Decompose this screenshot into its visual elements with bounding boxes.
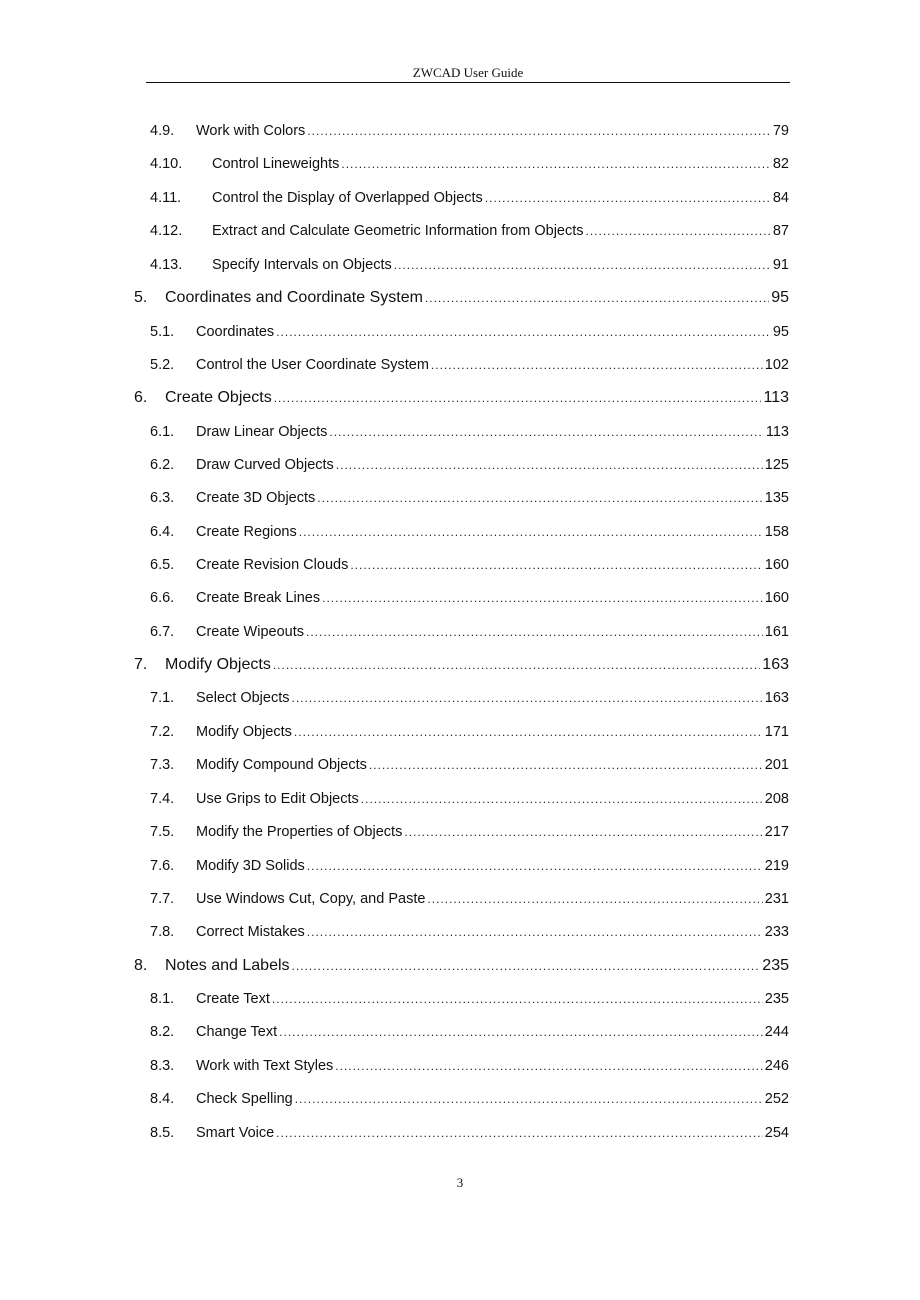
dot-leader	[336, 458, 763, 472]
toc-chapter-number: 5.	[134, 289, 148, 306]
toc-entry-title: Modify Objects	[196, 724, 292, 740]
toc-entry[interactable]	[150, 624, 789, 640]
dot-leader	[394, 258, 771, 272]
toc-entry-title: Create Revision Clouds	[196, 557, 349, 573]
toc-entry-number: 6.1.	[150, 424, 175, 440]
toc-entry-number: 4.13.	[150, 257, 183, 273]
toc-entry-page: 160	[764, 557, 789, 573]
dot-leader	[276, 1126, 763, 1140]
dot-leader	[431, 358, 763, 372]
dot-leader	[307, 859, 763, 873]
dot-leader	[586, 224, 771, 238]
toc-entry-number: 4.11.	[150, 190, 182, 206]
toc-entry-page: 84	[772, 190, 789, 206]
toc-entry-title: Create Break Lines	[196, 590, 321, 606]
dot-leader	[341, 157, 771, 171]
toc-entry-number: 5.1.	[150, 324, 175, 340]
toc-entry-page: 160	[764, 590, 789, 606]
toc-chapter-page: 235	[762, 957, 789, 974]
toc-entry-title: Control the Display of Overlapped Objects	[212, 190, 483, 206]
toc-entry-title: Correct Mistakes	[196, 924, 305, 940]
toc-entry-number: 8.3.	[150, 1058, 175, 1074]
toc-entry-title: Work with Colors	[196, 123, 306, 139]
dot-leader	[299, 525, 763, 539]
toc-entry-title: Select Objects	[196, 690, 290, 706]
toc-entry-title: Smart Voice	[196, 1125, 275, 1141]
dot-leader	[306, 625, 763, 639]
toc-entry-number: 6.7.	[150, 624, 175, 640]
toc-entry-page: 246	[764, 1058, 789, 1074]
toc-entry-title: Use Windows Cut, Copy, and Paste	[196, 891, 426, 907]
toc-entry-page: 113	[765, 424, 789, 440]
toc-entry[interactable]	[150, 1024, 789, 1040]
toc-entry-page: 233	[764, 924, 789, 940]
toc-entry-number: 8.5.	[150, 1125, 175, 1141]
toc-entry-number: 7.3.	[150, 757, 175, 773]
toc-entry[interactable]	[150, 257, 789, 273]
running-header: ZWCAD User Guide	[412, 65, 524, 80]
dot-leader	[369, 758, 763, 772]
toc-chapter[interactable]	[134, 656, 789, 674]
toc-entry-number: 8.2.	[150, 1024, 175, 1040]
toc-entry-title: Use Grips to Edit Objects	[196, 791, 359, 807]
toc-entry[interactable]	[150, 891, 789, 907]
toc-entry-title: Specify Intervals on Objects	[212, 257, 392, 273]
toc-entry-number: 7.5.	[150, 824, 175, 840]
toc-entry-page: 235	[764, 991, 789, 1007]
toc-entry[interactable]	[150, 457, 789, 473]
toc-entry[interactable]	[150, 991, 789, 1007]
toc-entry-page: 201	[764, 757, 789, 773]
toc-entry-number: 7.8.	[150, 924, 175, 940]
dot-leader	[292, 959, 761, 973]
dot-leader	[404, 825, 762, 839]
toc-chapter-title: Modify Objects	[165, 656, 271, 673]
toc-entry-title: Draw Linear Objects	[196, 424, 328, 440]
toc-entry[interactable]	[150, 791, 789, 807]
toc-entry-page: 87	[772, 223, 789, 239]
toc-entry[interactable]	[150, 590, 789, 606]
toc-entry-title: Create 3D Objects	[196, 490, 316, 506]
dot-leader	[329, 425, 764, 439]
dot-leader	[292, 691, 763, 705]
toc-entry-title: Extract and Calculate Geometric Information from Objects	[212, 223, 584, 239]
toc-entry-page: 102	[764, 357, 789, 373]
toc-entry-page: 217	[764, 824, 789, 840]
toc-entry[interactable]	[150, 858, 789, 874]
toc-entry-title: Coordinates	[196, 324, 275, 340]
toc-entry-number: 6.6.	[150, 590, 175, 606]
toc-entry-number: 8.1.	[150, 991, 175, 1007]
toc-chapter[interactable]	[134, 289, 789, 307]
dot-leader	[274, 391, 762, 405]
toc-chapter[interactable]	[134, 389, 789, 407]
toc-entry-page: 208	[764, 791, 789, 807]
toc-entry[interactable]	[150, 557, 789, 573]
toc-entry-title: Check Spelling	[196, 1091, 293, 1107]
toc-chapter-page: 163	[762, 656, 789, 673]
toc-entry[interactable]	[150, 1091, 789, 1107]
toc-entry[interactable]	[150, 357, 789, 373]
toc-chapter-title: Coordinates and Coordinate System	[165, 289, 423, 306]
header-rule	[146, 82, 790, 83]
dot-leader	[317, 491, 763, 505]
toc-entry-number: 6.2.	[150, 457, 175, 473]
toc-entry-page: 125	[764, 457, 789, 473]
toc-entry-title: Create Regions	[196, 524, 297, 540]
dot-leader	[307, 124, 771, 138]
dot-leader	[273, 658, 760, 672]
toc-entry[interactable]	[150, 724, 789, 740]
toc-entry-page: 79	[772, 123, 789, 139]
toc-chapter-number: 8.	[134, 957, 148, 974]
toc-entry-page: 219	[764, 858, 789, 874]
toc-entry-title: Control the User Coordinate System	[196, 357, 429, 373]
dot-leader	[295, 1092, 763, 1106]
toc-entry-number: 7.7.	[150, 891, 175, 907]
toc-entry-title: Draw Curved Objects	[196, 457, 334, 473]
toc-entry[interactable]	[150, 156, 789, 172]
dot-leader	[279, 1025, 763, 1039]
dot-leader	[350, 558, 762, 572]
toc-chapter-title: Create Objects	[165, 389, 272, 406]
toc-entry-page: 252	[764, 1091, 789, 1107]
toc-chapter-title: Notes and Labels	[165, 957, 290, 974]
dot-leader	[335, 1059, 763, 1073]
toc-entry[interactable]	[150, 1125, 789, 1141]
toc-entry-page: 161	[764, 624, 789, 640]
toc-entry-page: 82	[772, 156, 789, 172]
dot-leader	[425, 291, 769, 305]
toc-entry-page: 135	[764, 490, 789, 506]
toc-entry-number: 6.4.	[150, 524, 175, 540]
toc-entry-number: 4.9.	[150, 123, 175, 139]
toc-chapter[interactable]	[134, 957, 789, 975]
toc-entry[interactable]	[150, 490, 789, 506]
toc-entry[interactable]	[150, 757, 789, 773]
toc-entry[interactable]	[150, 223, 789, 239]
toc-entry[interactable]	[150, 524, 789, 540]
toc-entry-title: Work with Text Styles	[196, 1058, 334, 1074]
toc-entry-title: Modify the Properties of Objects	[196, 824, 403, 840]
toc-entry[interactable]	[150, 1058, 789, 1074]
toc-entry-number: 4.12.	[150, 223, 183, 239]
toc-entry[interactable]	[150, 824, 789, 840]
toc-entry[interactable]	[150, 424, 789, 440]
toc-entry-page: 244	[764, 1024, 789, 1040]
toc-entry-number: 6.3.	[150, 490, 175, 506]
dot-leader	[485, 191, 771, 205]
dot-leader	[272, 992, 763, 1006]
toc-entry[interactable]	[150, 324, 789, 340]
toc-entry-page: 171	[764, 724, 789, 740]
toc-entry[interactable]	[150, 924, 789, 940]
toc-entry-number: 7.2.	[150, 724, 175, 740]
dot-leader	[276, 325, 771, 339]
toc-entry-number: 5.2.	[150, 357, 175, 373]
dot-leader	[294, 725, 763, 739]
toc-entry-title: Change Text	[196, 1024, 278, 1040]
toc-entry[interactable]	[150, 123, 789, 139]
toc-entry-number: 6.5.	[150, 557, 175, 573]
toc-chapter-page: 95	[771, 289, 789, 306]
toc-entry-page: 163	[764, 690, 789, 706]
dot-leader	[427, 892, 762, 906]
toc-entry-page: 91	[772, 257, 789, 273]
toc-entry-title: Control Lineweights	[212, 156, 340, 172]
toc-entry-title: Modify Compound Objects	[196, 757, 367, 773]
toc-entry-number: 7.6.	[150, 858, 175, 874]
dot-leader	[322, 591, 763, 605]
toc-chapter-number: 6.	[134, 389, 148, 406]
toc-entry-page: 254	[764, 1125, 789, 1141]
page-number: 3	[456, 1175, 464, 1190]
dot-leader	[361, 792, 763, 806]
toc-entry[interactable]	[150, 690, 789, 706]
dot-leader	[307, 925, 763, 939]
toc-chapter-page: 113	[763, 389, 789, 406]
toc-entry-page: 158	[764, 524, 789, 540]
toc-entry-title: Create Wipeouts	[196, 624, 304, 640]
toc-entry-number: 7.4.	[150, 791, 175, 807]
toc-entry-number: 7.1.	[150, 690, 175, 706]
toc-entry-title: Create Text	[196, 991, 270, 1007]
toc-entry-page: 95	[772, 324, 789, 340]
toc-entry-title: Modify 3D Solids	[196, 858, 305, 874]
toc-chapter-number: 7.	[134, 656, 148, 673]
toc-entry[interactable]	[150, 190, 789, 206]
toc-entry-number: 8.4.	[150, 1091, 175, 1107]
toc-entry-page: 231	[764, 891, 789, 907]
toc-entry-number: 4.10.	[150, 156, 183, 172]
